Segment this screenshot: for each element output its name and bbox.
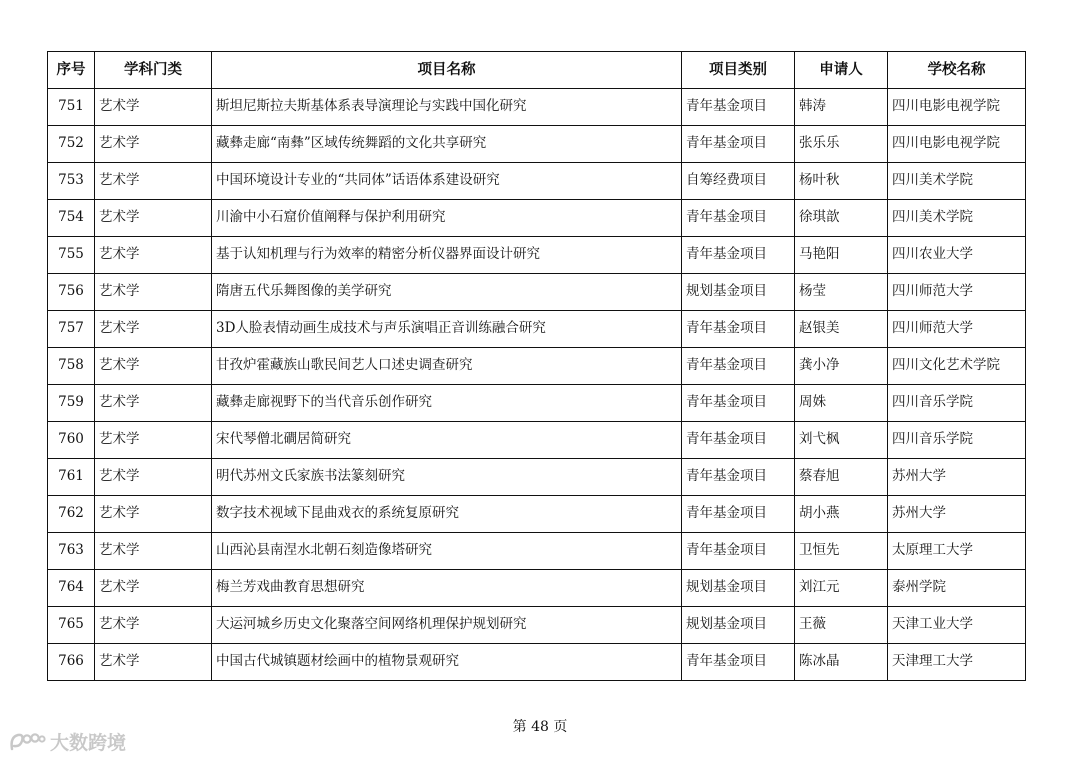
cell-index: 761 <box>48 459 95 496</box>
table-header <box>48 52 1026 89</box>
cell-project-name: 梅兰芳戏曲教育思想研究 <box>212 570 682 607</box>
cell-project-name: 基于认知机理与行为效率的精密分析仪器界面设计研究 <box>212 237 682 274</box>
cell-applicant: 胡小燕 <box>795 496 888 533</box>
cell-discipline: 艺术学 <box>95 311 212 348</box>
cell-index: 766 <box>48 644 95 681</box>
cell-project-type: 青年基金项目 <box>682 348 795 385</box>
cell-applicant: 张乐乐 <box>795 126 888 163</box>
cell-project-type: 青年基金项目 <box>682 459 795 496</box>
cell-index: 759 <box>48 385 95 422</box>
cell-school: 四川美术学院 <box>888 163 1026 200</box>
table-row <box>48 644 1026 681</box>
watermark <box>8 728 126 755</box>
cell-index: 753 <box>48 163 95 200</box>
table-row <box>48 126 1026 163</box>
table-row <box>48 533 1026 570</box>
cell-applicant: 徐琪歆 <box>795 200 888 237</box>
cell-discipline: 艺术学 <box>95 533 212 570</box>
cell-project-type: 青年基金项目 <box>682 200 795 237</box>
cell-index: 762 <box>48 496 95 533</box>
cell-index: 764 <box>48 570 95 607</box>
header-project-type: 项目类别 <box>682 52 795 89</box>
table-row <box>48 607 1026 644</box>
cell-index: 755 <box>48 237 95 274</box>
cell-project-type: 青年基金项目 <box>682 89 795 126</box>
cell-project-type: 青年基金项目 <box>682 422 795 459</box>
cell-project-type: 青年基金项目 <box>682 126 795 163</box>
watermark-text: 大数跨境 <box>50 732 127 754</box>
cell-discipline: 艺术学 <box>95 89 212 126</box>
header-discipline: 学科门类 <box>95 52 212 89</box>
header-applicant: 申请人 <box>795 52 888 89</box>
project-table <box>47 51 1026 681</box>
cell-project-name: 川渝中小石窟价值阐释与保护利用研究 <box>212 200 682 237</box>
cell-index: 763 <box>48 533 95 570</box>
table-row <box>48 89 1026 126</box>
cell-index: 757 <box>48 311 95 348</box>
cell-project-type: 青年基金项目 <box>682 385 795 422</box>
cell-applicant: 杨莹 <box>795 274 888 311</box>
cell-project-type: 青年基金项目 <box>682 496 795 533</box>
cell-project-name: 斯坦尼斯拉夫斯基体系表导演理论与实践中国化研究 <box>212 89 682 126</box>
table-row <box>48 200 1026 237</box>
cell-index: 751 <box>48 89 95 126</box>
table-row <box>48 237 1026 274</box>
header-index: 序号 <box>48 52 95 89</box>
cell-applicant: 陈冰晶 <box>795 644 888 681</box>
page-number: 第 48 页 <box>512 719 568 735</box>
header-row <box>48 52 1026 89</box>
cell-applicant: 蔡春旭 <box>795 459 888 496</box>
cell-discipline: 艺术学 <box>95 496 212 533</box>
cell-applicant: 马艳阳 <box>795 237 888 274</box>
cell-index: 754 <box>48 200 95 237</box>
cell-school: 苏州大学 <box>888 496 1026 533</box>
cell-project-name: 甘孜炉霍藏族山歌民间艺人口述史调查研究 <box>212 348 682 385</box>
cell-project-type: 青年基金项目 <box>682 644 795 681</box>
cell-project-type: 规划基金项目 <box>682 274 795 311</box>
cell-index: 758 <box>48 348 95 385</box>
cell-index: 752 <box>48 126 95 163</box>
table-row <box>48 496 1026 533</box>
cell-project-name: 数字技术视域下昆曲戏衣的系统复原研究 <box>212 496 682 533</box>
cell-applicant: 卫恒先 <box>795 533 888 570</box>
cell-discipline: 艺术学 <box>95 459 212 496</box>
cell-school: 四川师范大学 <box>888 274 1026 311</box>
cell-discipline: 艺术学 <box>95 237 212 274</box>
cell-discipline: 艺术学 <box>95 348 212 385</box>
cell-project-name: 3D人脸表情动画生成技术与声乐演唱正音训练融合研究 <box>212 311 682 348</box>
cell-school: 苏州大学 <box>888 459 1026 496</box>
cell-applicant: 刘江元 <box>795 570 888 607</box>
cell-school: 四川文化艺术学院 <box>888 348 1026 385</box>
table-row <box>48 348 1026 385</box>
table-row <box>48 385 1026 422</box>
table-row <box>48 163 1026 200</box>
cell-project-name: 大运河城乡历史文化聚落空间网络机理保护规划研究 <box>212 607 682 644</box>
cell-school: 天津工业大学 <box>888 607 1026 644</box>
cell-applicant: 王薇 <box>795 607 888 644</box>
cell-applicant: 杨叶秋 <box>795 163 888 200</box>
cell-project-type: 规划基金项目 <box>682 570 795 607</box>
cell-project-name: 宋代琴僧北磵居简研究 <box>212 422 682 459</box>
cell-school: 四川音乐学院 <box>888 385 1026 422</box>
cell-project-type: 规划基金项目 <box>682 607 795 644</box>
cell-discipline: 艺术学 <box>95 644 212 681</box>
cell-project-name: 藏彝走廊“南彝”区域传统舞蹈的文化共享研究 <box>212 126 682 163</box>
cell-discipline: 艺术学 <box>95 570 212 607</box>
cell-project-type: 青年基金项目 <box>682 311 795 348</box>
cell-project-name: 隋唐五代乐舞图像的美学研究 <box>212 274 682 311</box>
cell-project-name: 中国古代城镇题材绘画中的植物景观研究 <box>212 644 682 681</box>
cell-applicant: 龚小净 <box>795 348 888 385</box>
cell-school: 四川农业大学 <box>888 237 1026 274</box>
cell-school: 四川音乐学院 <box>888 422 1026 459</box>
cell-discipline: 艺术学 <box>95 607 212 644</box>
cell-applicant: 韩涛 <box>795 89 888 126</box>
table-row <box>48 422 1026 459</box>
table-row <box>48 459 1026 496</box>
cell-applicant: 赵银美 <box>795 311 888 348</box>
cell-discipline: 艺术学 <box>95 200 212 237</box>
cell-project-name: 明代苏州文氏家族书法篆刻研究 <box>212 459 682 496</box>
cell-discipline: 艺术学 <box>95 422 212 459</box>
cell-school: 四川电影电视学院 <box>888 126 1026 163</box>
table-body <box>48 89 1026 681</box>
cell-project-name: 藏彝走廊视野下的当代音乐创作研究 <box>212 385 682 422</box>
cell-discipline: 艺术学 <box>95 163 212 200</box>
cell-applicant: 周姝 <box>795 385 888 422</box>
cell-school: 四川师范大学 <box>888 311 1026 348</box>
cell-project-type: 自筹经费项目 <box>682 163 795 200</box>
cell-index: 760 <box>48 422 95 459</box>
header-school: 学校名称 <box>888 52 1026 89</box>
cell-discipline: 艺术学 <box>95 385 212 422</box>
cell-school: 四川美术学院 <box>888 200 1026 237</box>
table-row <box>48 311 1026 348</box>
cell-school: 太原理工大学 <box>888 533 1026 570</box>
cell-school: 四川电影电视学院 <box>888 89 1026 126</box>
cell-discipline: 艺术学 <box>95 274 212 311</box>
cell-project-name: 中国环境设计专业的“共同体”话语体系建设研究 <box>212 163 682 200</box>
cell-school: 天津理工大学 <box>888 644 1026 681</box>
cell-project-type: 青年基金项目 <box>682 237 795 274</box>
header-project-name: 项目名称 <box>212 52 682 89</box>
cell-project-name: 山西沁县南涅水北朝石刻造像塔研究 <box>212 533 682 570</box>
table-row <box>48 570 1026 607</box>
table-row <box>48 274 1026 311</box>
cell-applicant: 刘弋枫 <box>795 422 888 459</box>
cell-index: 756 <box>48 274 95 311</box>
cell-school: 泰州学院 <box>888 570 1026 607</box>
brand-logo-icon <box>8 729 46 755</box>
cell-index: 765 <box>48 607 95 644</box>
cell-project-type: 青年基金项目 <box>682 533 795 570</box>
cell-discipline: 艺术学 <box>95 126 212 163</box>
